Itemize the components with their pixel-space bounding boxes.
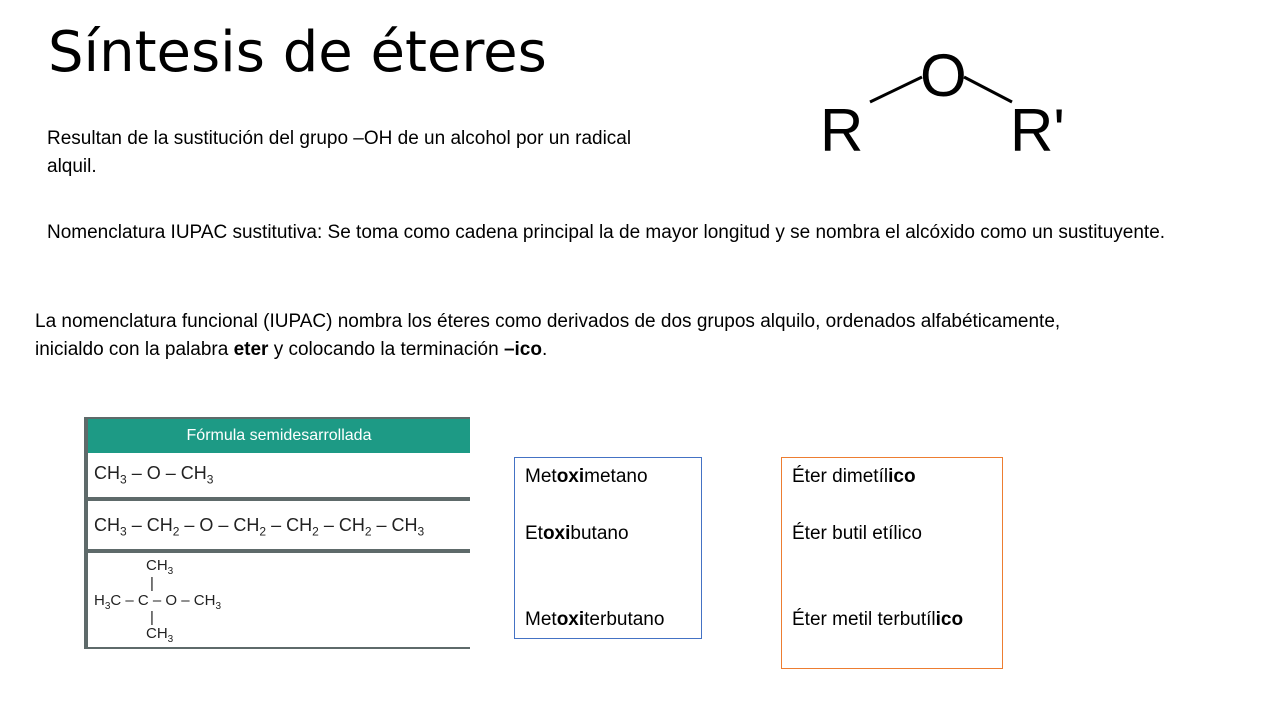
formula-row-1 <box>88 455 470 497</box>
p3-text-2: y colocando la terminación <box>268 339 504 360</box>
formula-row-3 <box>88 555 470 647</box>
structure-oxygen: O <box>920 42 967 109</box>
bond-vertical-bottom: | <box>150 609 154 626</box>
formula-tert-butyl-methyl-ether: $H_3C$ – C – O – $CH_3$ <box>94 592 221 612</box>
name-methoxytertbutane: Metoxiterbutano <box>525 609 665 630</box>
functional-names-box <box>781 457 1003 669</box>
name-dimethyl-ether: Éter dimetílico <box>792 466 916 487</box>
name-methoxymethane: Metoximetano <box>525 466 648 487</box>
formula-table <box>84 417 470 649</box>
structure-r-left: R <box>820 97 864 160</box>
slide-title: Síntesis de éteres <box>48 20 547 85</box>
p3-text-1: La nomenclatura funcional (IUPAC) nombra los éteres como derivados de dos grupos alquilo, ordenados alfabéticamente, inicialdo con la palabra <box>35 311 1061 360</box>
name-methyl-tertbutyl-ether: Éter metil terbutílico <box>792 609 964 630</box>
row-divider <box>88 497 470 501</box>
formula-butyl-ethyl-ether: $CH_3 - CH_2$ – O – $CH_2 - CH_2 - CH_2 - CH_3$ <box>94 515 425 539</box>
substitutive-nomenclature-paragraph: Nomenclatura IUPAC sustitutiva: Se toma como cadena principal la de mayor longitud y se nombra el alcóxido como un sustituyente. <box>47 222 1166 243</box>
name-ethoxybutane: Etoxibutano <box>525 523 629 544</box>
p3-bold-eter: eter <box>233 339 269 360</box>
formula-bottom-methyl: $CH_3$ <box>146 625 174 645</box>
substitutive-names-box <box>514 457 702 639</box>
formula-table-header: Fórmula semidesarrollada <box>88 419 470 453</box>
formula-dimethyl-ether: $CH_3$ – O – $CH_3$ <box>94 463 214 487</box>
row-divider <box>88 549 470 553</box>
formula-row-2 <box>88 503 470 549</box>
p3-text-3: . <box>541 339 548 360</box>
structure-r-right: R' <box>1010 97 1065 160</box>
name-butyl-ethyl-ether: Éter butil etílico <box>792 523 922 544</box>
p3-bold-ico: –ico <box>503 339 542 360</box>
definition-paragraph: Resultan de la sustitución del grupo –OH de un alcohol por un radical alquil. <box>47 128 632 177</box>
formula-top-methyl: $CH_3$ <box>146 557 174 577</box>
bond-vertical-top: | <box>150 575 154 592</box>
functional-nomenclature-paragraph <box>35 308 1075 364</box>
ether-general-structure <box>818 40 1068 160</box>
